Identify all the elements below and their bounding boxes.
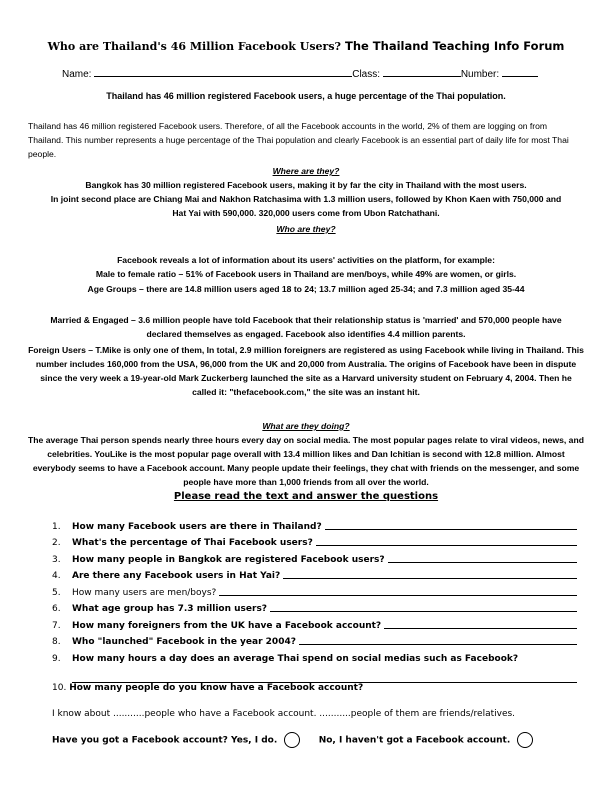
question-text: How many people do you know have a Facebook account? (69, 683, 364, 693)
question-text: How many hours a day does an average Thai spend on social medias such as Facebook? (72, 653, 519, 664)
question-number: 6. (52, 604, 61, 614)
question-text: What's the percentage of Thai Facebook users? (72, 538, 313, 548)
no-answer-text: No, I haven't got a Facebook account. (318, 735, 511, 746)
question-row (52, 631, 577, 648)
heading-doing: What are they doing? (262, 421, 350, 431)
intro-lead: Thailand has 46 million registered Facebook users, a huge percentage of the Thai population. (106, 91, 506, 101)
number-label: Number: (460, 69, 500, 80)
answer-line[interactable] (283, 578, 577, 579)
question-row (52, 581, 577, 598)
page-header (0, 37, 612, 55)
question-text: What age group has 7.3 million users? (72, 604, 268, 614)
facebook-account-row (52, 732, 582, 748)
who-paragraph-2: Male to female ratio – 51% of Facebook users in Thailand are men/boys, while 49% are women, or girls. (95, 269, 517, 279)
answer-line[interactable] (72, 664, 577, 683)
question-text: Are there any Facebook users in Hat Yai? (72, 571, 281, 581)
who-paragraph-1: Facebook reveals a lot of information about its users' activities on the platform, for example: (117, 255, 495, 265)
who-paragraph-4: Married & Engaged – 3.6 million people have told Facebook that their relationship status is 'married' and 570,000 people have declared themselves as engaged. Facebook also identifies 4.4 million parents. (50, 315, 562, 339)
who-paragraph-5: Foreign Users – T.Mike is only one of them, In total, 2.9 million foreigners are registered as using Facebook while living in Thailand. This number includes 160,000 from the USA, 96,000 from the UK and 20,000 from Australia. The origins of Facebook have been in dispute since the very week a 19-year-old Mark Zuckerberg launched the site as a Harvard university student on February 4, 2004. Then he called it: "thefacebook.com," the site was an instant hit. (28, 345, 584, 397)
question-number: 5. (52, 587, 61, 598)
class-field[interactable] (383, 66, 461, 77)
answer-line[interactable] (316, 545, 577, 546)
question-text: How many users are men/boys? (72, 587, 217, 598)
question-text: Who "launched" Facebook in the year 2004? (72, 637, 296, 647)
question-number: 1. (52, 521, 61, 532)
question-row (52, 565, 577, 582)
yes-answer-text: Have you got a Facebook account? Yes, I do. (52, 735, 278, 746)
number-field[interactable] (502, 66, 538, 77)
question-number: 9. (52, 653, 61, 664)
question-row (52, 598, 577, 615)
heading-who: Who are they? (276, 224, 336, 234)
question-number: 3. (52, 554, 61, 565)
question-row (52, 548, 577, 565)
question-list (52, 515, 577, 683)
where-paragraph-2: In joint second place are Chiang Mai and Nakhon Ratchasima with 1.3 million users, followed by Khon Kaen with 750,000 and Hat Yai with 590,000. 320,000 users come from Ubon Ratchathani. (50, 194, 562, 218)
know-about-row (52, 709, 582, 719)
question-text: How many Facebook users are there in Thailand? (72, 521, 322, 532)
yes-checkbox[interactable] (284, 732, 300, 748)
question-row (52, 532, 577, 549)
question-text: How many foreigners from the UK have a Facebook account? (72, 620, 382, 631)
answer-line[interactable] (219, 595, 577, 596)
class-label: Class: (352, 69, 381, 80)
answer-line[interactable] (270, 611, 577, 612)
question-number: 4. (52, 571, 61, 581)
worksheet-title: Who are Thailand's 46 Million Facebook Users? (47, 40, 341, 53)
question-row (52, 614, 577, 631)
answer-line[interactable] (388, 562, 577, 563)
question-number: 10. (52, 683, 67, 693)
name-label: Name: (62, 69, 92, 80)
answer-line[interactable] (384, 628, 577, 629)
question-number: 2. (52, 538, 61, 548)
intro-paragraph: Thailand has 46 million registered Facebook users. Therefore, of all the Facebook accounts in the world, 2% of them are logging on from Thailand. This number represents a huge percentage of the Thai population and clearly Facebook is an essential part of daily life for most Thai people. (28, 121, 569, 159)
name-field[interactable] (94, 66, 352, 77)
who-paragraph-3: Age Groups – there are 14.8 million users aged 18 to 24; 13.7 million aged 25-34; and 7.3 million aged 35-44 (87, 284, 525, 294)
where-paragraph-1: Bangkok has 30 million registered Facebook users, making it by far the city in Thailand with the most users. (85, 180, 527, 190)
question-number: 8. (52, 637, 61, 647)
question-row (52, 647, 577, 664)
question-10-row (52, 683, 582, 693)
student-fields (62, 66, 562, 80)
forum-title: The Thailand Teaching Info Forum (344, 39, 565, 53)
answer-line[interactable] (299, 644, 577, 645)
heading-where: Where are they? (272, 166, 340, 176)
question-text: How many people in Bangkok are registered Facebook users? (72, 554, 385, 565)
questions-title: Please read the text and answer the questions (173, 491, 439, 502)
answer-line[interactable] (325, 529, 577, 530)
question-row (52, 515, 577, 532)
no-checkbox[interactable] (517, 732, 533, 748)
doing-paragraph: The average Thai person spends nearly three hours every day on social media. The most popular pages relate to viral videos, news, and celebrities. YouLike is the most popular page overall with 13.4 million likes and Dan Ichitian is second with 12.8 million. Almost everybody seems to have a Facebook account. Many people update their feelings, they chat with friends on the messenger, and some people have more than 1,000 friends from all over the world. (28, 435, 584, 487)
know-about-text: I know about ...........people who have a Facebook account. ...........people of them are friends/relatives. (52, 709, 516, 719)
question-number: 7. (52, 620, 61, 631)
